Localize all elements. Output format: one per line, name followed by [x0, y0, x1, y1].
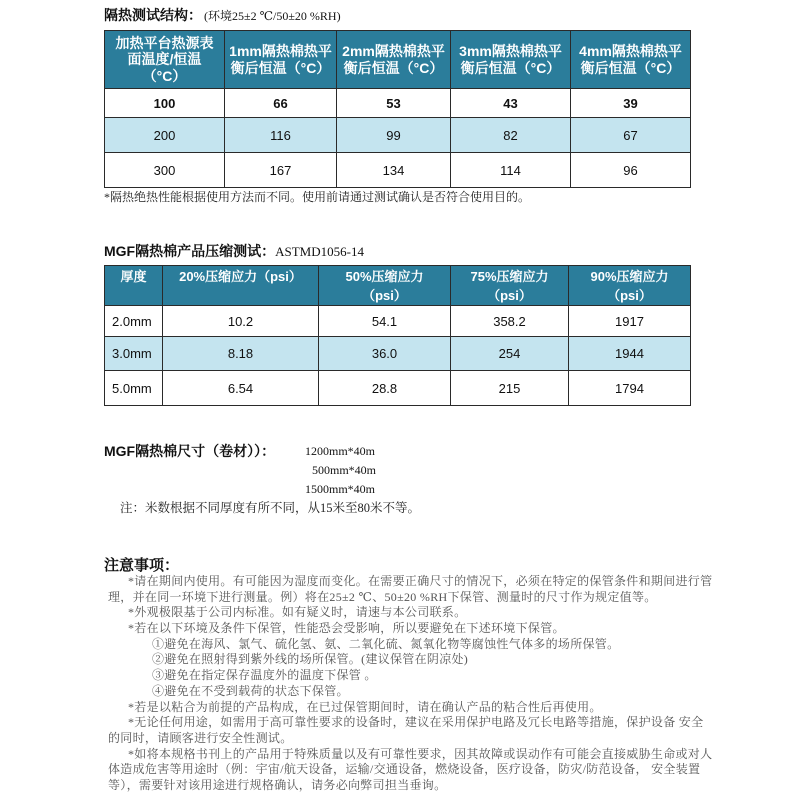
table-cell: 134	[337, 153, 451, 188]
table-header-row	[105, 31, 691, 89]
header-line: 2mm隔热棉热平	[342, 43, 445, 59]
header-line: 衡后恒温（°C）	[230, 59, 331, 76]
table-cell: 5.0mm	[105, 371, 163, 406]
table-cell: 53	[337, 89, 451, 118]
header-line: 90%压缩应力	[590, 269, 669, 284]
compression-test-standard: ASTMD1056-14	[275, 244, 364, 259]
header-line: 3mm隔热棉热平	[459, 43, 562, 59]
roll-size-title: MGF隔热棉尺寸（卷材））：	[104, 443, 276, 459]
table-cell: 167	[225, 153, 337, 188]
table-cell: 358.2	[451, 306, 569, 337]
table-row	[105, 337, 691, 371]
header-line: 面温度/恒温	[127, 51, 202, 68]
notice-line: *若是以粘合为前提的产品构成，在已过保管期间时，请在确认产品的粘合性后再使用。	[128, 699, 602, 714]
table-cell: 254	[451, 337, 569, 371]
header-cell-50pct	[319, 266, 451, 306]
table-cell: 99	[337, 118, 451, 153]
notice-line: *若在以下环境及条件下保管，性能恐会受影响，所以要避免在下述环境下保管。	[128, 621, 565, 636]
roll-size-value: 500mm*40m	[312, 463, 377, 477]
header-cell-3mm	[451, 31, 571, 89]
notice-line: ③避免在指定保存温度外的温度下保管 。	[152, 668, 377, 683]
table-cell: 2.0mm	[105, 306, 163, 337]
header-cell-75pct	[451, 266, 569, 306]
notice-line: 体造成危害等用途时（例：宇宙/航天设备，运输/交通设备，燃烧设备，医疗设备，防灾/防范设备， 安全装置	[108, 762, 701, 777]
table-cell: 82	[451, 118, 571, 153]
header-cell-4mm	[571, 31, 691, 89]
header-cell-90pct	[569, 266, 691, 306]
table-row	[105, 89, 691, 118]
table-cell: 215	[451, 371, 569, 406]
table-cell: 100	[105, 89, 225, 118]
notice-line: ②避免在照射得到紫外线的场所保管。(建议保管在阴凉处)	[152, 652, 469, 667]
header-line: 75%压缩应力	[470, 269, 549, 284]
heat-test-title	[104, 6, 341, 25]
notice-line: 的同时，请顾客进行安全性测试。	[108, 730, 293, 745]
header-line: 4mm隔热棉热平	[579, 43, 682, 59]
table-cell: 200	[105, 118, 225, 153]
roll-size-note: 注：米数根据不同厚度有所不同，从15米至80米不等。	[120, 501, 421, 515]
compression-test-title	[104, 242, 364, 261]
header-line: 20%压缩应力（psi）	[179, 269, 302, 284]
header-cell-2mm	[337, 31, 451, 89]
table-row	[105, 306, 691, 337]
table-cell: 1794	[569, 371, 691, 406]
table-cell: 300	[105, 153, 225, 188]
notice-line: *无论任何用途，如需用于高可靠性要求的设备时，建议在采用保护电路及冗长电路等措施，保护设备 安全	[128, 715, 704, 730]
table-cell: 66	[225, 89, 337, 118]
heat-test-condition: (环境25±2 ℃/50±20 %RH)	[204, 9, 341, 23]
table-cell: 36.0	[319, 337, 451, 371]
table-cell: 116	[225, 118, 337, 153]
header-line: （psi）	[607, 288, 652, 303]
header-line: 衡后恒温（°C）	[343, 59, 444, 76]
header-cell-thickness	[105, 266, 163, 306]
notice-line: *如将本规格书刊上的产品用于特殊质量以及有可靠性要求，因其故障或误动作有可能会直接威胁生命或对人	[128, 746, 713, 761]
table-cell: 1944	[569, 337, 691, 371]
notice-line: 理，并在同一环境下进行测量。例）将在25±2 ℃、50±20 %RH下保管、测量时的尺寸作为规定值等。	[108, 589, 657, 604]
compression-test-table	[104, 265, 691, 406]
notices-title: 注意事项：	[104, 557, 180, 574]
header-cell-platform-temp	[105, 31, 225, 89]
notice-line: *请在期间内使用。有可能因为湿度而变化。在需要正确尺寸的情况下，必须在特定的保管条件和期间进行管	[128, 574, 713, 588]
table-cell: 28.8	[319, 371, 451, 406]
compression-test-title-text: MGF隔热棉产品压缩测试：	[104, 243, 276, 259]
roll-size-value: 1500mm*40m	[305, 482, 376, 496]
table-cell: 6.54	[163, 371, 319, 406]
header-line: 1mm隔热棉热平	[229, 43, 332, 59]
table-cell: 54.1	[319, 306, 451, 337]
table-cell: 39	[571, 89, 691, 118]
header-line: （psi）	[487, 288, 532, 303]
header-cell-20pct	[163, 266, 319, 306]
table-cell: 96	[571, 153, 691, 188]
header-line: （psi）	[362, 288, 407, 303]
header-line: （°C）	[142, 67, 187, 84]
table-row	[105, 153, 691, 188]
table-cell: 10.2	[163, 306, 319, 337]
notice-line: *外观极限基于公司内标准。如有疑义时，请速与本公司联系。	[128, 605, 467, 620]
heat-test-title-text: 隔热测试结构：	[104, 7, 202, 23]
notice-line: ①避免在海风、氯气、硫化氢、氨、二氧化硫、氮氧化物等腐蚀性气体多的场所保管。	[152, 636, 620, 651]
heat-test-table	[104, 30, 691, 188]
notice-line: ④避免在不受到载荷的状态下保管。	[152, 683, 349, 698]
notice-line: 等），需要针对该用途进行规格确认，请务必向弊司担当垂询。	[108, 777, 447, 792]
table-row	[105, 118, 691, 153]
heat-test-note: *隔热绝热性能根据使用方法而不同。使用前请通过测试确认是否符合使用目的。	[104, 190, 531, 204]
table-cell: 1917	[569, 306, 691, 337]
header-line: 衡后恒温（°C）	[460, 59, 561, 76]
header-line: 衡后恒温（°C）	[580, 59, 681, 76]
notices-list	[0, 574, 800, 794]
table-cell: 8.18	[163, 337, 319, 371]
header-line: 50%压缩应力	[345, 269, 424, 284]
header-line: 加热平台热源表	[115, 34, 214, 51]
table-cell: 43	[451, 89, 571, 118]
header-line: 厚度	[120, 269, 147, 284]
table-cell: 114	[451, 153, 571, 188]
roll-size-value: 1200mm*40m	[305, 444, 376, 458]
table-header-row	[105, 266, 691, 306]
table-cell: 3.0mm	[105, 337, 163, 371]
table-cell: 67	[571, 118, 691, 153]
header-cell-1mm	[225, 31, 337, 89]
table-row	[105, 371, 691, 406]
